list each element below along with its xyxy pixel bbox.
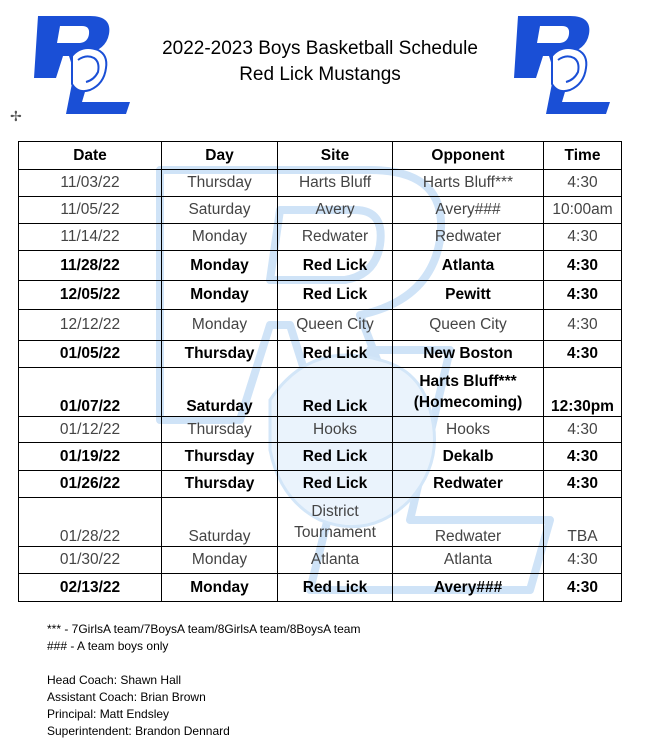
page-subtitle: Red Lick Mustangs: [239, 64, 401, 85]
table-row: [19, 341, 622, 368]
table-row: [19, 251, 622, 281]
cell-date: 01/05/22: [19, 341, 162, 368]
cell-day: Saturday: [162, 197, 278, 224]
cell-opponent-line2: (Homecoming): [413, 394, 523, 411]
column-header-date: Date: [19, 142, 162, 170]
cell-time: 12:30pm: [544, 368, 622, 417]
cell-opponent: Harts Bluff***: [393, 170, 544, 197]
cell-opponent: Redwater: [393, 224, 544, 251]
cell-date: 11/03/22: [19, 170, 162, 197]
move-cursor-icon: ✢: [10, 108, 22, 124]
cell-time: 4:30: [544, 547, 622, 574]
column-header-time: Time: [544, 142, 622, 170]
cell-date: 01/07/22: [19, 368, 162, 417]
cell-date: 02/13/22: [19, 574, 162, 602]
cell-site: Red Lick: [278, 443, 393, 471]
cell-site-line1: District: [311, 503, 359, 520]
cell-day: Saturday: [162, 368, 278, 417]
table-row: [19, 443, 622, 471]
cell-site: Hooks: [278, 417, 393, 443]
cell-opponent: Atlanta: [393, 547, 544, 574]
cell-time: 4:30: [544, 471, 622, 498]
legend-note-stars: *** - 7GirlsA team/7BoysA team/8GirlsA team/8BoysA team: [47, 622, 361, 636]
cell-date: 11/14/22: [19, 224, 162, 251]
cell-day: Monday: [162, 547, 278, 574]
table-row: [19, 547, 622, 574]
cell-opponent: Redwater: [393, 471, 544, 498]
table-row: [19, 224, 622, 251]
column-header-site: Site: [278, 142, 393, 170]
schedule-table: [18, 141, 622, 602]
table-row: [19, 310, 622, 341]
staff-superintendent: Superintendent: Brandon Dennard: [47, 724, 230, 738]
cell-day: Monday: [162, 224, 278, 251]
cell-day: Thursday: [162, 170, 278, 197]
table-row: [19, 170, 622, 197]
cell-date: 01/28/22: [19, 498, 162, 547]
cell-day: Saturday: [162, 498, 278, 547]
cell-day: Thursday: [162, 471, 278, 498]
cell-opponent: Hooks: [393, 417, 544, 443]
cell-date: 01/26/22: [19, 471, 162, 498]
cell-date: 12/05/22: [19, 281, 162, 310]
cell-site: Red Lick: [278, 471, 393, 498]
cell-date: 01/19/22: [19, 443, 162, 471]
legend-note-hash: ### - A team boys only: [47, 639, 169, 653]
cell-time: TBA: [544, 498, 622, 547]
cell-opponent: Queen City: [393, 310, 544, 341]
table-row: [19, 417, 622, 443]
table-row: [19, 574, 622, 602]
table-row: [19, 471, 622, 498]
cell-site: Red Lick: [278, 281, 393, 310]
table-row: [19, 197, 622, 224]
cell-day: Thursday: [162, 341, 278, 368]
cell-date: 11/28/22: [19, 251, 162, 281]
cell-time: 4:30: [544, 281, 622, 310]
cell-opponent: New Boston: [393, 341, 544, 368]
cell-time: 4:30: [544, 574, 622, 602]
cell-date: 11/05/22: [19, 197, 162, 224]
cell-day: Monday: [162, 574, 278, 602]
cell-opponent: Redwater: [393, 498, 544, 547]
cell-site: [278, 498, 393, 547]
cell-opponent-line1: Harts Bluff***: [419, 373, 517, 390]
cell-site: Redwater: [278, 224, 393, 251]
cell-site: Atlanta: [278, 547, 393, 574]
cell-date: 12/12/22: [19, 310, 162, 341]
column-header-day: Day: [162, 142, 278, 170]
table-row: [19, 498, 622, 547]
cell-time: 4:30: [544, 170, 622, 197]
cell-date: 01/12/22: [19, 417, 162, 443]
cell-site: Avery: [278, 197, 393, 224]
cell-time: 4:30: [544, 443, 622, 471]
cell-time: 10:00am: [544, 197, 622, 224]
cell-site: Red Lick: [278, 251, 393, 281]
cell-opponent: Pewitt: [393, 281, 544, 310]
cell-site: Red Lick: [278, 341, 393, 368]
cell-day: Monday: [162, 251, 278, 281]
cell-site: Red Lick: [278, 574, 393, 602]
staff-assistant-coach: Assistant Coach: Brian Brown: [47, 690, 206, 704]
cell-date: 01/30/22: [19, 547, 162, 574]
page-title: 2022-2023 Boys Basketball Schedule: [162, 38, 478, 59]
cell-site-line2: Tournament: [294, 524, 376, 541]
cell-day: Thursday: [162, 443, 278, 471]
cell-day: Thursday: [162, 417, 278, 443]
cell-site: Queen City: [278, 310, 393, 341]
cell-day: Monday: [162, 281, 278, 310]
table-header-row: [19, 142, 622, 170]
cell-opponent: [393, 368, 544, 417]
cell-time: 4:30: [544, 251, 622, 281]
cell-time: 4:30: [544, 417, 622, 443]
staff-head-coach: Head Coach: Shawn Hall: [47, 673, 182, 687]
table-row: [19, 368, 622, 417]
cell-opponent: Atlanta: [393, 251, 544, 281]
table-row: [19, 281, 622, 310]
cell-day: Monday: [162, 310, 278, 341]
cell-time: 4:30: [544, 310, 622, 341]
mustang-logo-left: [20, 10, 145, 115]
cell-site: Red Lick: [278, 368, 393, 417]
title-block: [130, 36, 510, 88]
cell-opponent: Dekalb: [393, 443, 544, 471]
cell-time: 4:30: [544, 224, 622, 251]
cell-site: Harts Bluff: [278, 170, 393, 197]
staff-principal: Principal: Matt Endsley: [47, 707, 170, 721]
column-header-opponent: Opponent: [393, 142, 544, 170]
cell-opponent: Avery###: [393, 574, 544, 602]
cell-opponent: Avery###: [393, 197, 544, 224]
mustang-logo-right: [500, 10, 625, 115]
cell-time: 4:30: [544, 341, 622, 368]
notes-block: [47, 621, 360, 740]
